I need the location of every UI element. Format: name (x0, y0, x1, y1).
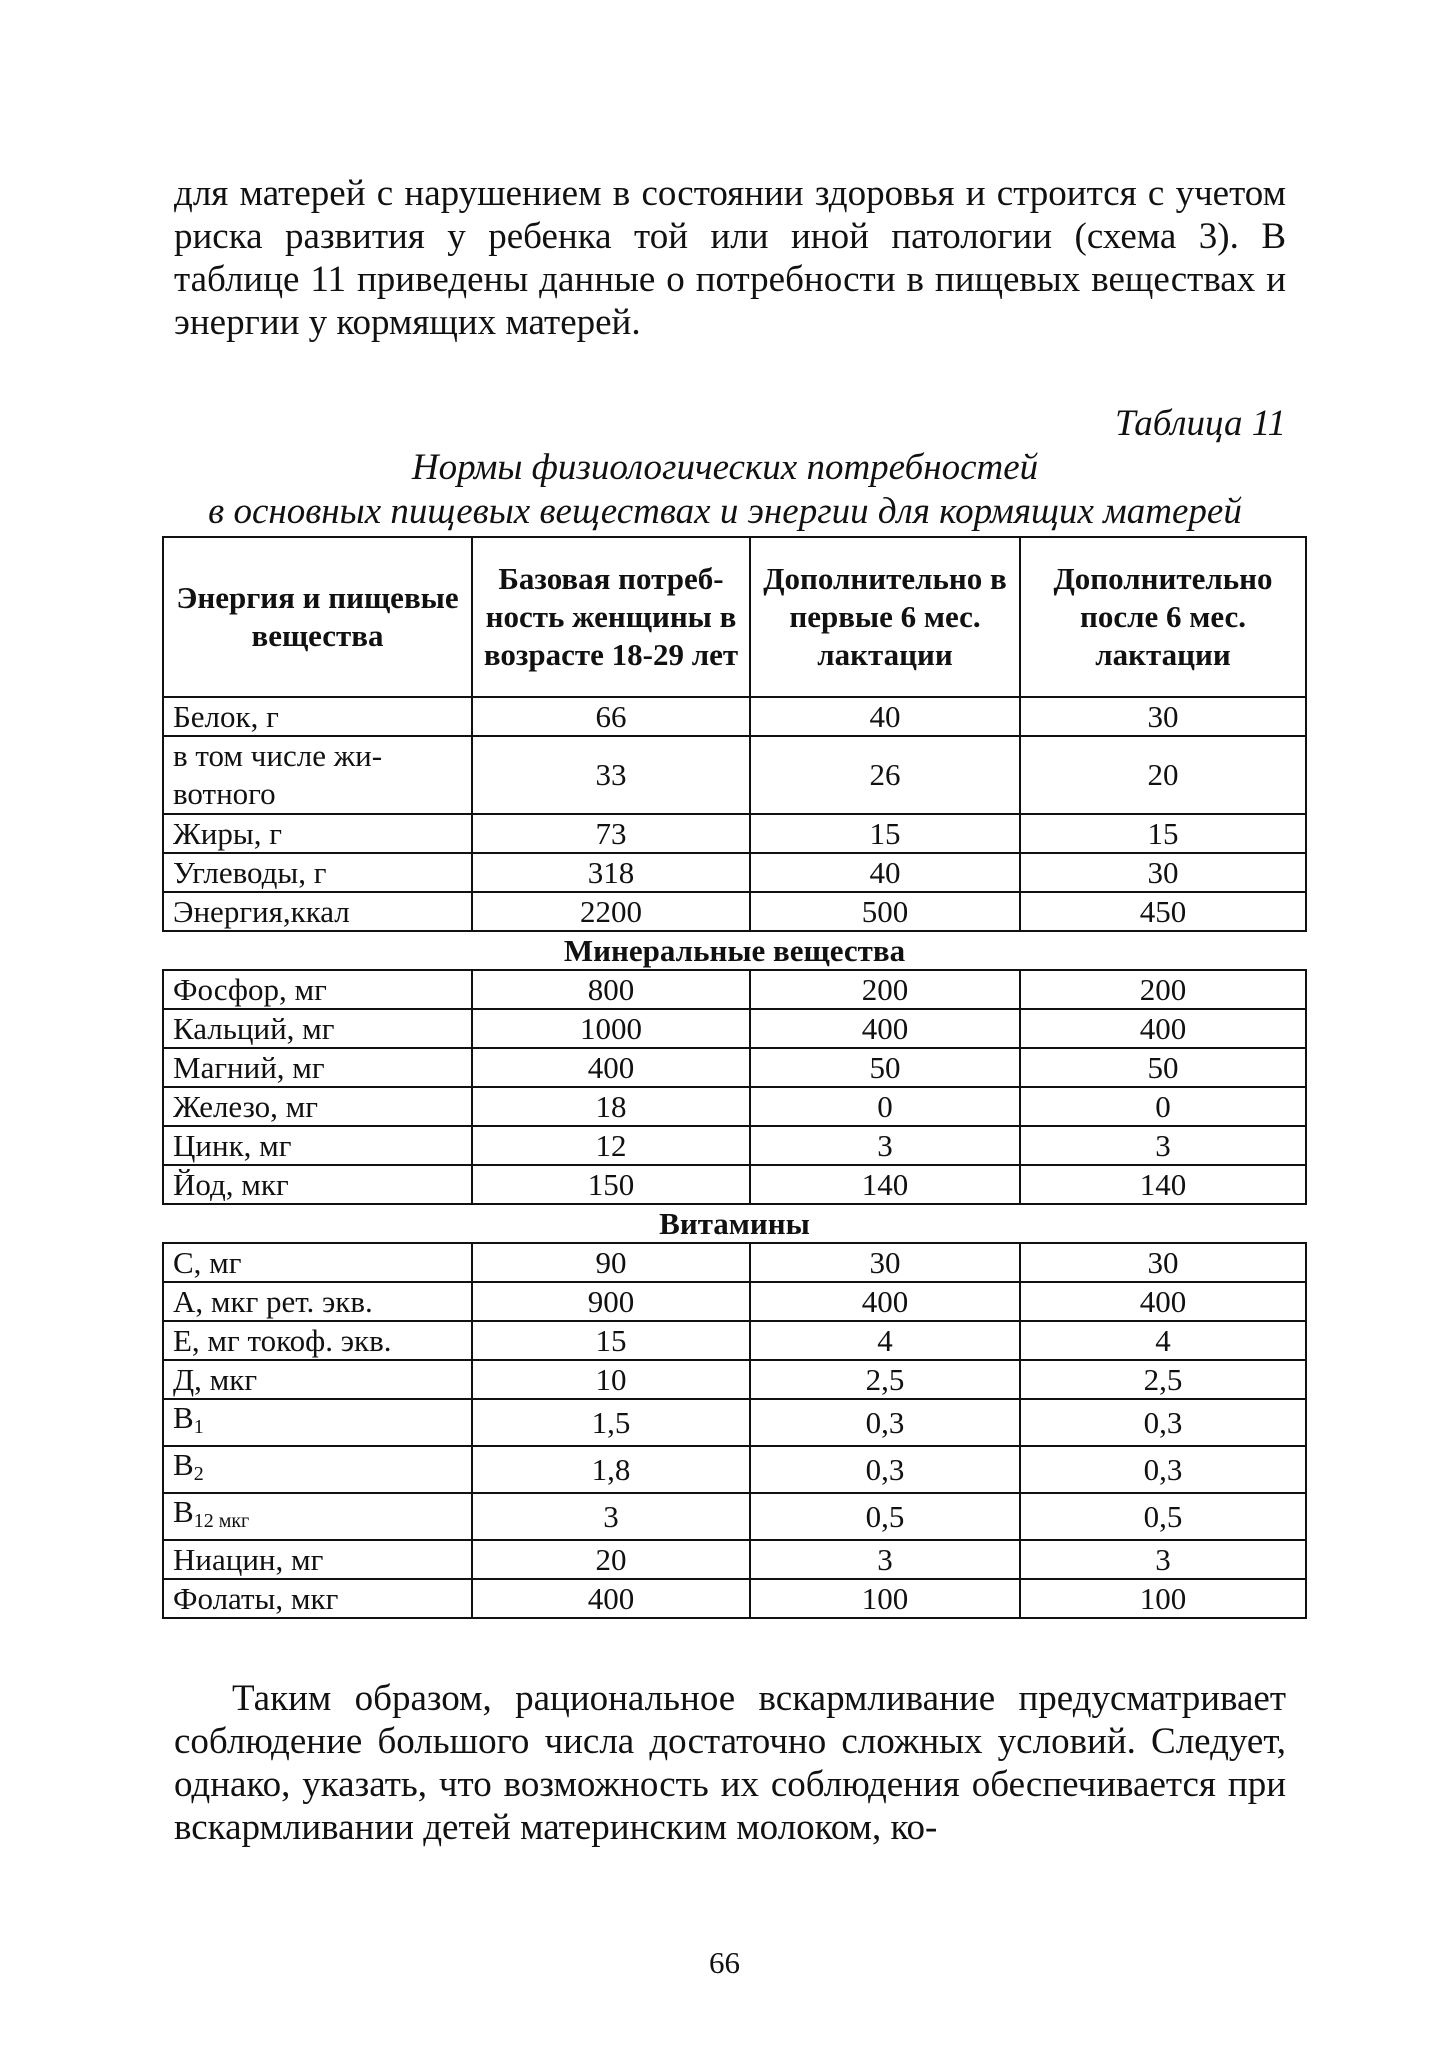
cell-after-6: 140 (1020, 1165, 1306, 1204)
cell-base: 900 (472, 1282, 750, 1321)
table-row (163, 1399, 1306, 1446)
table-row (163, 1321, 1306, 1360)
table-caption-line-1: Нормы физиологических потребностей (411, 447, 1039, 488)
row-label: А, мкг рет. экв. (163, 1282, 472, 1321)
cell-first-6: 15 (750, 814, 1020, 853)
table-row (163, 1048, 1306, 1087)
cell-base: 318 (472, 853, 750, 892)
cell-first-6: 0,5 (750, 1493, 1020, 1540)
table-row (163, 1360, 1306, 1399)
vitamin-letter: В (173, 1400, 194, 1435)
row-label: Цинк, мг (163, 1126, 472, 1165)
table-row (163, 1446, 1306, 1493)
cell-after-6: 15 (1020, 814, 1306, 853)
table-row (163, 1087, 1306, 1126)
cell-after-6: 200 (1020, 970, 1306, 1009)
row-label: Жиры, г (163, 814, 472, 853)
paragraph-conclusion: Таким образом, рациональное вскармливание предусматривает соблюдение большого числа достаточно сложных условий. Следует, однако, указать, что возможность их соблюдения обеспечивается при вскармливании детей материнским молоком, ко- (174, 1678, 1286, 1848)
cell-base: 400 (472, 1579, 750, 1618)
paragraph-intro: для матерей с нарушением в состоянии здоровья и строится с учетом риска развития у ребенка той или иной патологии (схема 3). В таблице 11 приведены данные о потребности в пищевых веществах и энергии у кормящих матерей. (174, 173, 1286, 343)
cell-base: 10 (472, 1360, 750, 1399)
cell-base: 3 (472, 1493, 750, 1540)
cell-after-6: 50 (1020, 1048, 1306, 1087)
row-label: в том числе животного (163, 736, 472, 814)
table-row (163, 814, 1306, 853)
cell-first-6: 200 (750, 970, 1020, 1009)
section-title-minerals: Минеральные вещества (163, 931, 1306, 970)
cell-first-6: 3 (750, 1540, 1020, 1579)
table-row (163, 1165, 1306, 1204)
cell-after-6: 30 (1020, 853, 1306, 892)
table-row (163, 736, 1306, 814)
cell-after-6: 0,3 (1020, 1446, 1306, 1493)
cell-first-6: 0,3 (750, 1446, 1020, 1493)
cell-base: 33 (472, 736, 750, 814)
vitamin-letter: В (173, 1494, 194, 1529)
cell-first-6: 140 (750, 1165, 1020, 1204)
cell-base: 73 (472, 814, 750, 853)
table-row (163, 1126, 1306, 1165)
section-row-minerals (163, 931, 1306, 970)
cell-after-6: 4 (1020, 1321, 1306, 1360)
cell-base: 1000 (472, 1009, 750, 1048)
row-label: Ниацин, мг (163, 1540, 472, 1579)
cell-after-6: 100 (1020, 1579, 1306, 1618)
cell-after-6: 2,5 (1020, 1360, 1306, 1399)
cell-after-6: 30 (1020, 697, 1306, 736)
row-label: Углеводы, г (163, 853, 472, 892)
table-row (163, 1243, 1306, 1282)
table-row (163, 1009, 1306, 1048)
cell-after-6: 400 (1020, 1282, 1306, 1321)
cell-base: 66 (472, 697, 750, 736)
table-row (163, 892, 1306, 931)
cell-first-6: 400 (750, 1009, 1020, 1048)
cell-after-6: 400 (1020, 1009, 1306, 1048)
cell-base: 400 (472, 1048, 750, 1087)
cell-first-6: 4 (750, 1321, 1020, 1360)
cell-first-6: 2,5 (750, 1360, 1020, 1399)
table-row (163, 1282, 1306, 1321)
row-label: Йод, мкг (163, 1165, 472, 1204)
cell-base: 1,8 (472, 1446, 750, 1493)
cell-first-6: 100 (750, 1579, 1020, 1618)
cell-base: 1,5 (472, 1399, 750, 1446)
cell-base: 15 (472, 1321, 750, 1360)
table-header-row (163, 537, 1306, 697)
table-caption-line-2: в основных пищевых веществах и энергии для кормящих матерей (208, 491, 1242, 532)
table-row (163, 1540, 1306, 1579)
row-label-b1 (163, 1399, 472, 1446)
cell-after-6: 450 (1020, 892, 1306, 931)
cell-base: 12 (472, 1126, 750, 1165)
row-label: Энергия,ккал (163, 892, 472, 931)
cell-first-6: 0 (750, 1087, 1020, 1126)
row-label: Д, мкг (163, 1360, 472, 1399)
vitamin-subscript: 12 мкг (193, 1510, 250, 1532)
row-label-b2 (163, 1446, 472, 1493)
section-row-vitamins (163, 1204, 1306, 1243)
row-label: Кальций, мг (163, 1009, 472, 1048)
table-row (163, 697, 1306, 736)
header-base-need: Базовая потребность женщины в возрасте 18-29 лет (472, 537, 750, 697)
cell-first-6: 40 (750, 853, 1020, 892)
row-label: Белок, г (163, 697, 472, 736)
table-row (163, 1579, 1306, 1618)
cell-after-6: 20 (1020, 736, 1306, 814)
cell-after-6: 30 (1020, 1243, 1306, 1282)
table-number-label: Таблица 11 (1114, 403, 1286, 444)
cell-after-6: 0 (1020, 1087, 1306, 1126)
row-label: Фолаты, мкг (163, 1579, 472, 1618)
cell-base: 20 (472, 1540, 750, 1579)
cell-base: 150 (472, 1165, 750, 1204)
cell-first-6: 500 (750, 892, 1020, 931)
cell-after-6: 0,3 (1020, 1399, 1306, 1446)
row-label: Магний, мг (163, 1048, 472, 1087)
cell-first-6: 50 (750, 1048, 1020, 1087)
header-nutrient: Энергия и пищевые вещества (163, 537, 472, 697)
header-after-6-months: Дополнительно после 6 мес. лактации (1020, 537, 1306, 697)
cell-first-6: 3 (750, 1126, 1020, 1165)
cell-base: 18 (472, 1087, 750, 1126)
row-label: Железо, мг (163, 1087, 472, 1126)
vitamin-letter: В (173, 1447, 194, 1482)
cell-after-6: 3 (1020, 1540, 1306, 1579)
cell-base: 800 (472, 970, 750, 1009)
vitamin-subscript: 1 (193, 1416, 204, 1438)
row-label: Е, мг токоф. экв. (163, 1321, 472, 1360)
cell-after-6: 3 (1020, 1126, 1306, 1165)
cell-base: 2200 (472, 892, 750, 931)
row-label: С, мг (163, 1243, 472, 1282)
row-label: Фосфор, мг (163, 970, 472, 1009)
table-row (163, 970, 1306, 1009)
nutrient-norms-table (162, 536, 1307, 1619)
table-row (163, 853, 1306, 892)
cell-first-6: 40 (750, 697, 1020, 736)
table-row (163, 1493, 1306, 1540)
row-label-b12 (163, 1493, 472, 1540)
cell-first-6: 26 (750, 736, 1020, 814)
cell-first-6: 30 (750, 1243, 1020, 1282)
cell-first-6: 0,3 (750, 1399, 1020, 1446)
section-title-vitamins: Витамины (163, 1204, 1306, 1243)
cell-base: 90 (472, 1243, 750, 1282)
vitamin-subscript: 2 (193, 1463, 204, 1485)
cell-first-6: 400 (750, 1282, 1020, 1321)
header-first-6-months: Дополнительно в первые 6 мес. лактации (750, 537, 1020, 697)
cell-after-6: 0,5 (1020, 1493, 1306, 1540)
page-number: 66 (709, 1945, 740, 1980)
